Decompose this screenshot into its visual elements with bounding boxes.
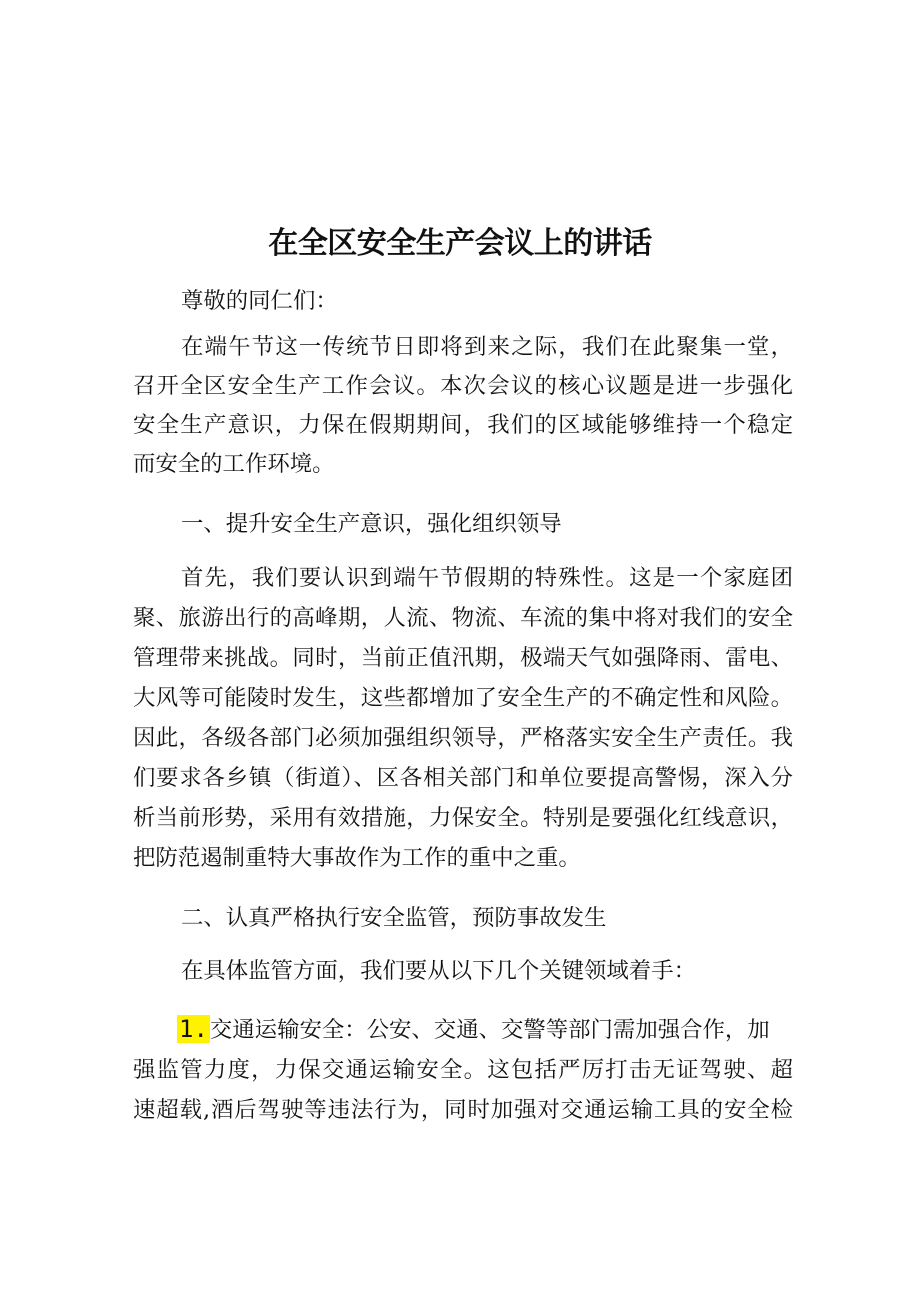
intro-line-1: 在端午节这一传统节日即将到来之际，我们在此聚集一堂， [181, 334, 793, 360]
intro-line-4: 而安全的工作环境。 [133, 451, 335, 477]
item-1-number-highlight: 1. [179, 1015, 208, 1043]
section-2-intro: 在具体监管方面，我们要从以下几个关键领域着手： [181, 958, 696, 984]
section-1-heading: 一、提升安全生产意识，强化组织领导 [181, 511, 562, 537]
document-title: 在全区安全生产会议上的讲话 [268, 226, 652, 261]
section-2-heading: 二、认真严格执行安全监管，预防事故发生 [181, 905, 607, 931]
section-1-line-7: 析当前形势，采用有效措施，力保安全。特别是要强化红线意识， [133, 805, 793, 831]
section-1-line-3: 管理带来挑战。同时，当前正值汛期，极端天气如强降雨、雷电、 [133, 645, 793, 671]
item-1-line-3: 速超载,酒后驾驶等违法行为，同时加强对交通运输工具的安全检 [133, 1097, 793, 1123]
section-1-line-4: 大风等可能陵时发生，这些都增加了安全生产的不确定性和风险。 [133, 685, 793, 711]
section-1-line-1: 首先，我们要认识到端午节假期的特殊性。这是一个家庭团 [181, 565, 793, 591]
section-1-line-6: 们要求各乡镇（街道）、区各相关部门和单位要提高警惕，深入分 [133, 765, 793, 791]
intro-line-2: 召开全区安全生产工作会议。本次会议的核心议题是进一步强化 [133, 373, 793, 399]
item-1-text: 交通运输安全：公安、交通、交警等部门需加强合作，加 [209, 1017, 770, 1043]
item-1-line-1 [177, 1008, 793, 1050]
section-1-line-5: 因此，各级各部门必须加强组织领导，严格落实安全生产责任。我 [133, 725, 793, 751]
salutation: 尊敬的同仁们： [181, 288, 338, 314]
section-1-line-2: 聚、旅游出行的高峰期，人流、物流、车流的集中将对我们的安全 [133, 605, 793, 631]
section-1-line-8: 把防范遏制重特大事故作为工作的重中之重。 [133, 845, 581, 871]
item-1-line-2: 强监管力度，力保交通运输安全。这包括严厉打击无证驾驶、超 [133, 1057, 793, 1083]
intro-line-3: 安全生产意识，力保在假期期间，我们的区域能够维持一个稳定 [133, 412, 793, 438]
